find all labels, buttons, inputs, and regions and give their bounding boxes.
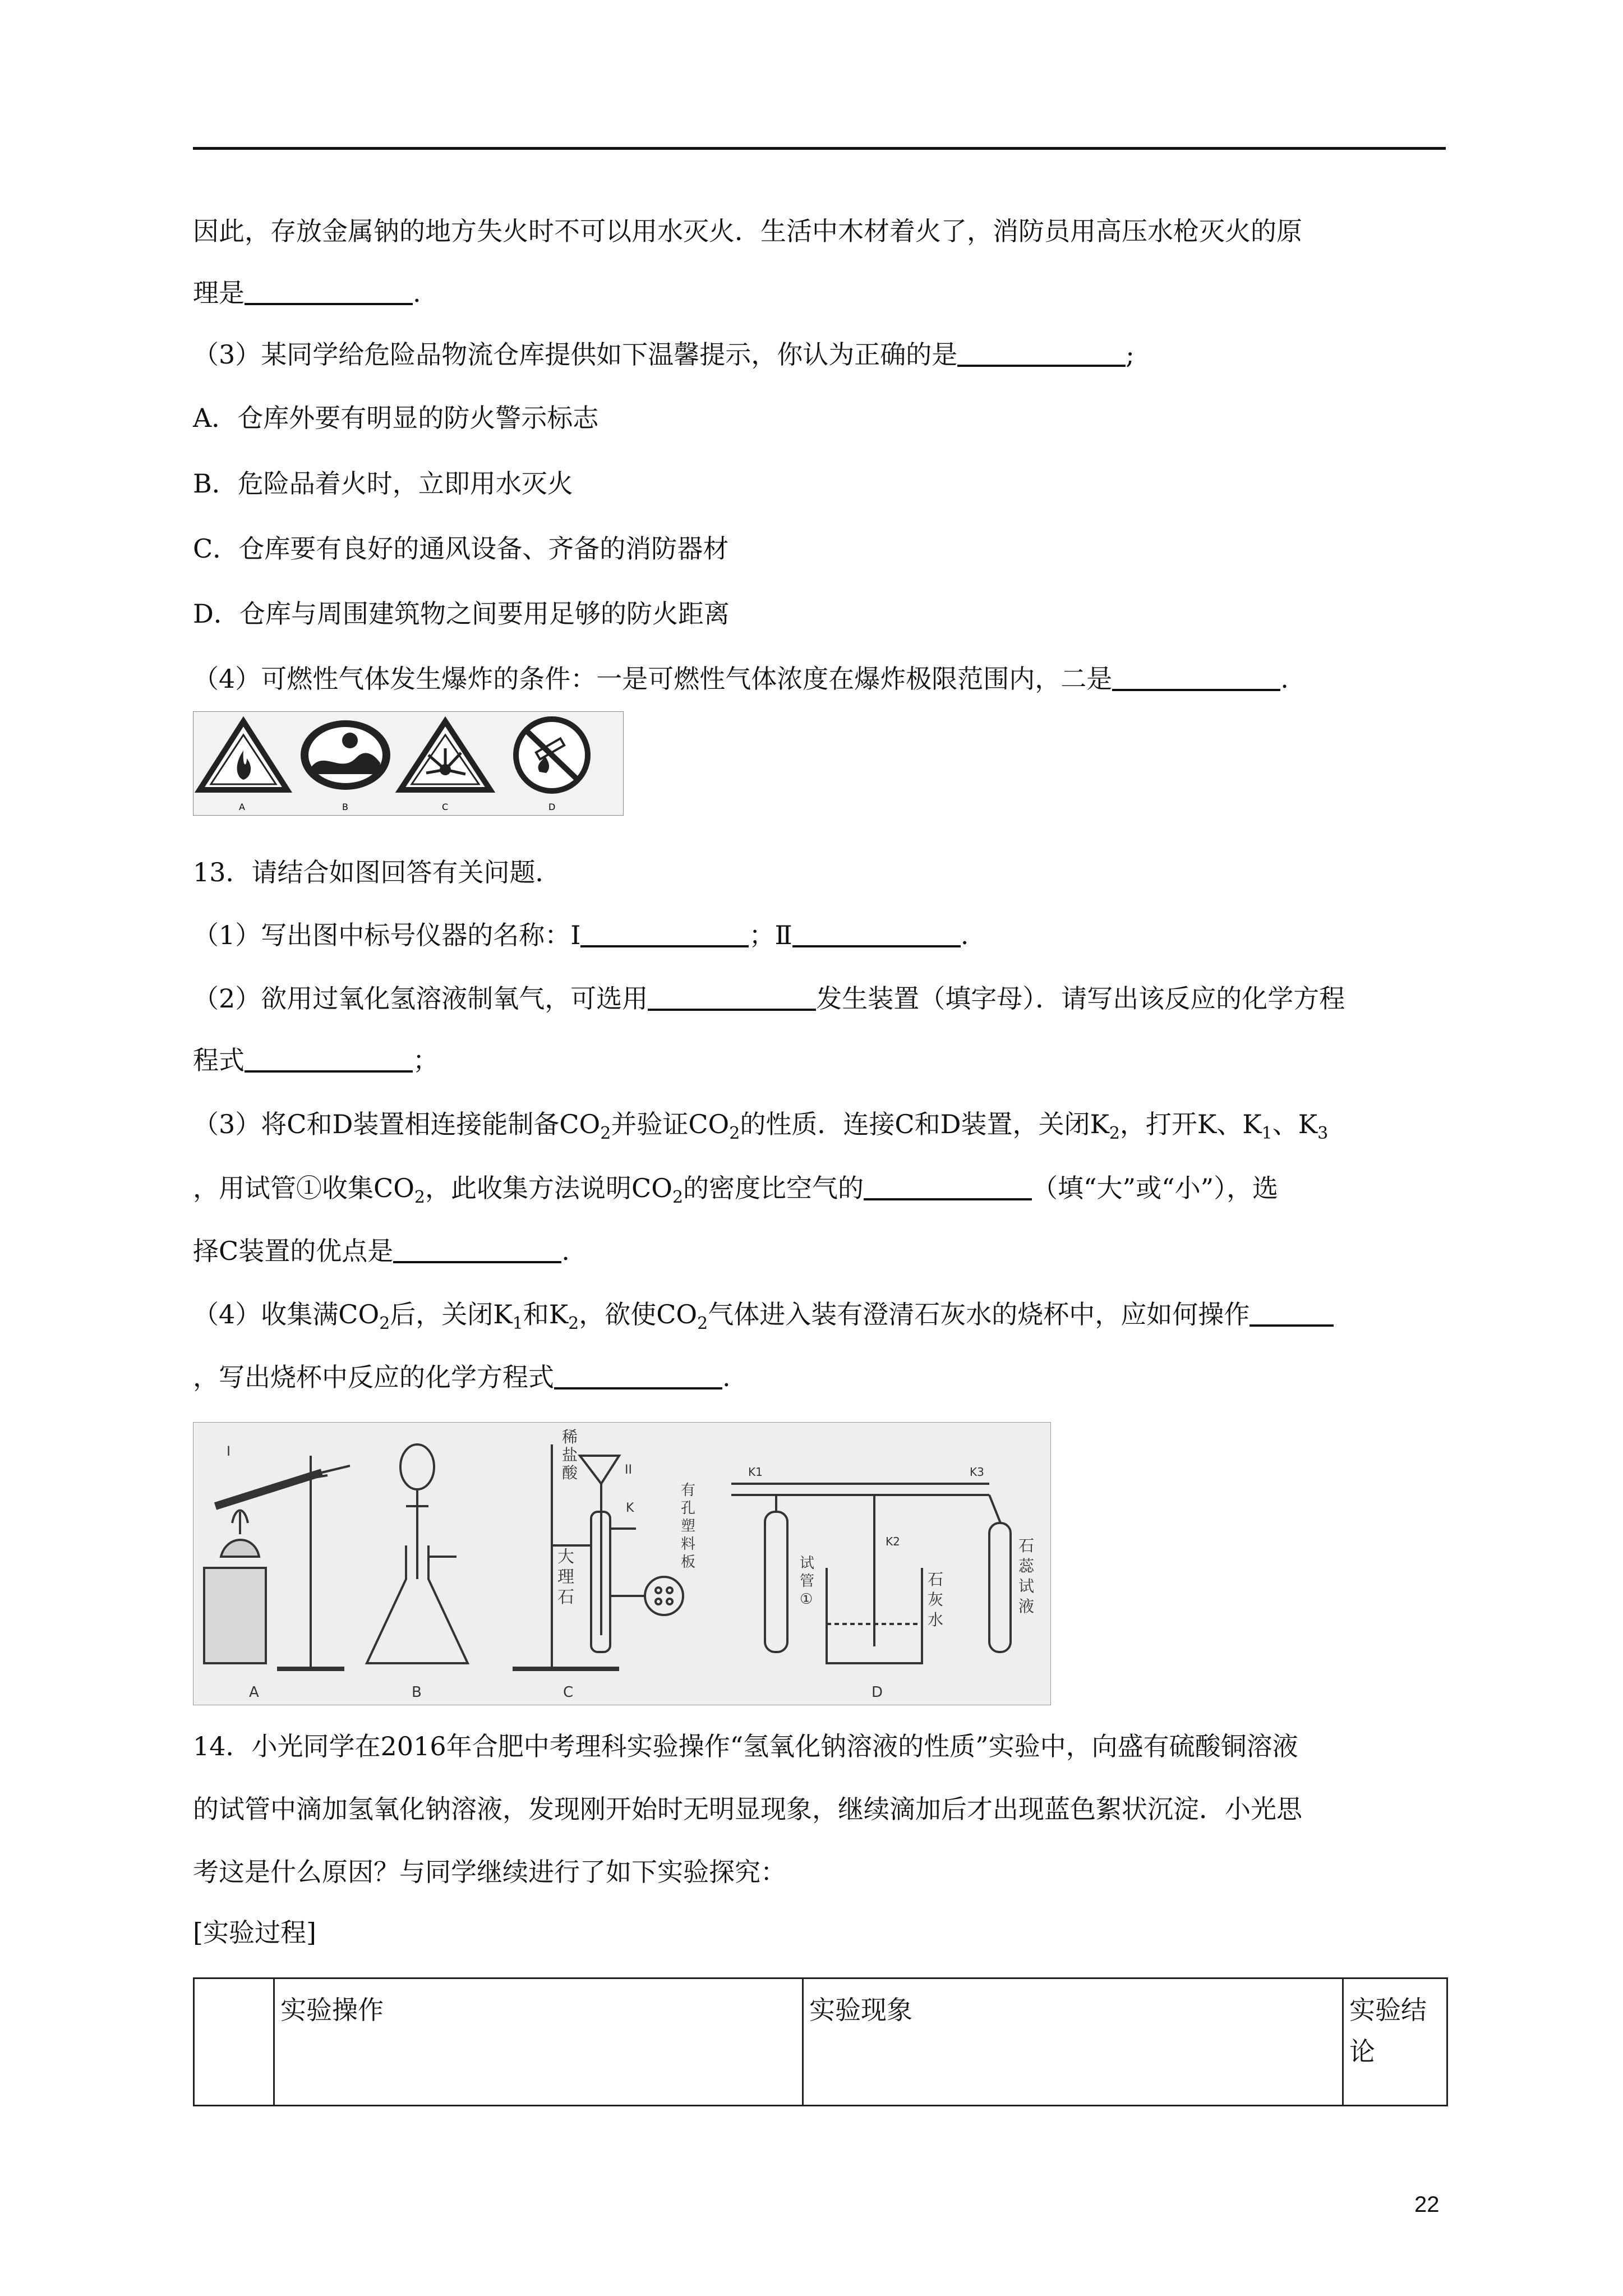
apparatus-label: A (249, 1684, 259, 1701)
question-13-1: （1）写出图中标号仪器的名称：Ⅰ ；Ⅱ . (193, 920, 969, 950)
apparatus-label: II (625, 1463, 632, 1477)
apparatus-label: 有 (681, 1482, 696, 1499)
experiment-table (193, 1977, 1448, 2106)
table-row (194, 1978, 1447, 2106)
spontaneous-combustion-sign-icon (301, 720, 390, 790)
apparatus-label: C (563, 1684, 574, 1701)
page-number: 22 (1414, 2192, 1440, 2217)
question-14-cont: 的试管中滴加氢氧化钠溶液，发现刚开始时无明显现象，继续滴加后才出现蓝色絮状沉淀．小光思 (193, 1794, 1302, 1824)
apparatus-label: K2 (886, 1535, 900, 1548)
apparatus-label: 塑 (681, 1518, 696, 1535)
apparatus-label: 板 (681, 1554, 696, 1571)
table-header-phenomenon: 实验现象 (803, 1978, 1343, 2106)
option-a: A．仓库外要有明显的防火警示标志 (193, 403, 599, 433)
question-13-4: （4）收集满$CO_2$后，关闭$K_1$和$K_2$，欲使$CO_2$气体进入装有澄清石灰水的烧杯中，应如何操作 (193, 1297, 1449, 1331)
option-d: D．仓库与周围建筑物之间要用足够的防火距离 (193, 599, 730, 629)
apparatus-label: 理 (557, 1567, 574, 1587)
answer-blank[interactable] (648, 984, 816, 1011)
apparatus-label: ① (800, 1591, 813, 1608)
question-13-title: 13．请结合如图回答有关问题． (193, 857, 561, 887)
sign-label: B (342, 802, 348, 812)
table-header-conclusion: 实验结论 (1343, 1978, 1447, 2106)
apparatus-label: 酸 (562, 1464, 578, 1482)
answer-blank[interactable] (580, 921, 749, 947)
apparatus-label: K1 (748, 1465, 763, 1479)
answer-blank[interactable] (864, 1174, 1032, 1200)
answer-blank[interactable] (393, 1236, 561, 1263)
apparatus-label: 石 (557, 1588, 574, 1607)
apparatus-label: 石 (928, 1570, 944, 1589)
apparatus-label: 灰 (928, 1590, 944, 1609)
question-14: 14．小光同学在2016年合肥中考理科实验操作“氢氧化钠溶液的性质”实验中，向盛有硫酸铜溶液 (193, 1731, 1298, 1761)
table-header-operation: 实验操作 (274, 1978, 803, 2106)
apparatus-label: 管 (800, 1573, 815, 1590)
text-line: 理是 . (193, 278, 421, 308)
lab-apparatus-figure (193, 1422, 1051, 1705)
question-4: （4）可燃性气体发生爆炸的条件：一是可燃性气体浓度在爆炸极限范围内，二是 . (193, 664, 1289, 694)
option-c: C．仓库要有良好的通风设备、齐备的消防器材 (193, 533, 729, 564)
apparatus-label: 稀 (562, 1428, 578, 1446)
question-13-3-cont2: 择C装置的优点是 . (193, 1236, 570, 1266)
text-line: 因此，存放金属钠的地方失火时不可以用水灭火．生活中木材着火了，消防员用高压水枪灭火的原 (193, 216, 1302, 246)
question-13-2: （2）欲用过氧化氢溶液制氧气，可选用 发生装置（填字母）．请写出该反应的化学方程 (193, 983, 1345, 1014)
answer-blank[interactable] (1112, 664, 1280, 691)
option-b: B．危险品着火时，立即用水灭火 (193, 468, 573, 499)
question-13-4-cont: ，写出烧杯中反应的化学方程式 . (193, 1362, 731, 1392)
question-13-2-cont: 程式 ； (193, 1045, 439, 1075)
answer-blank[interactable] (554, 1363, 722, 1389)
apparatus-label: 试 (1018, 1577, 1035, 1595)
apparatus-label: 水 (928, 1611, 944, 1629)
sign-label: A (239, 802, 245, 812)
sign-label: D (548, 802, 556, 812)
apparatus-label: 盐 (562, 1446, 578, 1464)
answer-blank[interactable] (245, 1046, 413, 1073)
question-14-cont2: 考这是什么原因？与同学继续进行了如下实验探究： (193, 1857, 786, 1887)
apparatus-label: 料 (681, 1536, 696, 1553)
no-fire-sign-icon (516, 719, 588, 791)
answer-blank[interactable] (245, 278, 413, 305)
apparatus-label: 蕊 (1018, 1557, 1035, 1575)
section-heading: [实验过程] (193, 1917, 316, 1948)
header-rule (193, 147, 1446, 150)
apparatus-label: I (227, 1443, 231, 1459)
answer-blank[interactable] (1249, 1300, 1334, 1327)
question-3: （3）某同学给危险品物流仓库提供如下温馨提示，你认为正确的是 ; (193, 339, 1135, 370)
apparatus-label: D (872, 1684, 883, 1701)
apparatus-label: K (626, 1501, 634, 1515)
question-13-3-cont: ，用试管①收集$CO_2$，此收集方法说明$CO_2$的密度比空气的 （填“大”或“小”），选 (193, 1173, 1279, 1207)
answer-blank[interactable] (792, 921, 961, 947)
sign-label: C (442, 802, 449, 812)
apparatus-label: 大 (557, 1547, 574, 1567)
apparatus-label: 试 (800, 1555, 815, 1572)
apparatus-label: K3 (970, 1465, 984, 1479)
apparatus-label: 孔 (681, 1500, 696, 1517)
table-cell (194, 1978, 274, 2106)
answer-blank[interactable] (957, 340, 1126, 367)
apparatus-label: 液 (1018, 1597, 1035, 1616)
hazard-signs-figure (193, 711, 624, 816)
apparatus-label: B (412, 1684, 422, 1701)
apparatus-label: 石 (1018, 1536, 1035, 1555)
question-13-3: （3）将C和D装置相连接能制备$CO_2$并验证$CO_2$的性质．连接C和D装置，关闭$K_2$，打开K、$K_1$、$K_3$ (193, 1109, 1329, 1143)
